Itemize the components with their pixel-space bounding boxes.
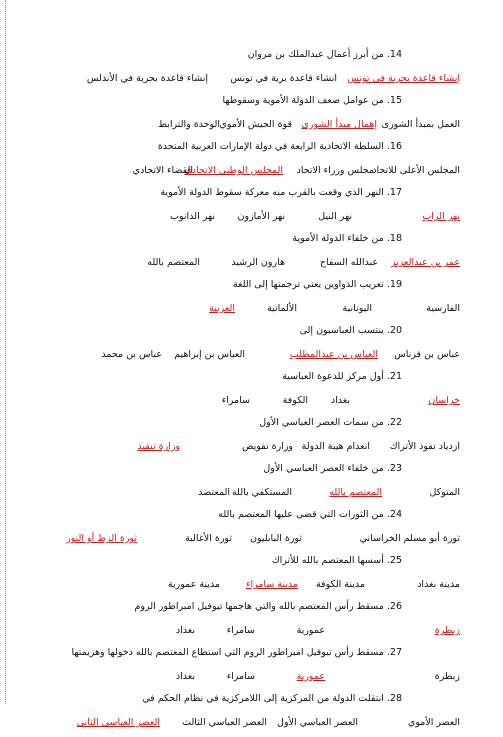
answer-option: عبدالله السفاح xyxy=(319,257,378,268)
question-text xyxy=(14,507,460,523)
question-number: 17. xyxy=(386,187,402,198)
answer-option: انشاء قاعدة برية في تونس xyxy=(230,73,337,84)
question-prompt: مسقط رأس المعتصم بالله والتي هاجمها تيوفيل امبراطور الروم xyxy=(134,601,384,612)
question-number: 19. xyxy=(386,279,402,290)
answer-option: قوة الجيش الأموي xyxy=(219,119,292,130)
answer-option: بغداد xyxy=(175,625,195,636)
question-prompt: ينتسب العباسيون إلى xyxy=(299,325,384,336)
correct-answer-option: إهمال مبدأ الشورى xyxy=(301,119,377,130)
answer-option: الوحدة والترابط xyxy=(158,119,220,130)
question-text xyxy=(14,185,460,201)
question-text xyxy=(14,599,460,615)
options-row xyxy=(14,70,460,88)
answer-option: نهر الأمازون xyxy=(237,211,285,222)
question-prompt: السلطة الاتحادية الرابعة في دولة الإمارات العربية المتحدة xyxy=(157,141,384,152)
correct-answer-option: العربية xyxy=(209,303,235,314)
answer-option: الفارسية xyxy=(426,303,460,314)
answer-option: زبطرة xyxy=(434,671,460,682)
question-text xyxy=(14,553,460,569)
answer-option: مدينة بغداد xyxy=(417,579,460,590)
question-number: 18. xyxy=(386,233,402,244)
correct-answer-option: المعتصم بالله xyxy=(329,487,382,498)
question-prompt: النهر الذي وقعت بالقرب منه معركة سقوط الدولة الأموية xyxy=(160,187,384,198)
answer-option: العمل بمبدأ الشورى xyxy=(381,119,460,130)
question-number: 26. xyxy=(386,601,402,612)
question-text xyxy=(14,415,460,431)
answer-option: سامراء xyxy=(226,625,255,636)
question-prompt: أسسها المعتصم بالله للأتراك xyxy=(271,555,384,566)
answer-option: الألمانية xyxy=(267,303,297,314)
correct-answer-option: عمورية xyxy=(296,671,325,682)
options-row xyxy=(14,438,460,456)
answer-option: العصر العباسي الأول xyxy=(277,717,358,728)
question-prompt: من عوامل ضعف الدولة الأموية وسقوطها xyxy=(222,95,384,106)
correct-answer-option: نهر الزاب xyxy=(422,211,460,222)
answer-option: ثورة الأغالبة xyxy=(185,533,232,544)
question-number: 23. xyxy=(386,463,402,474)
answer-option: عباس بن فرناس xyxy=(394,349,460,360)
options-row xyxy=(14,622,460,640)
question-text xyxy=(14,369,460,385)
correct-answer-option: زبطرة xyxy=(434,625,460,636)
options-row xyxy=(14,668,460,686)
question-text xyxy=(14,93,460,109)
answer-option: هارون الرشيد xyxy=(231,257,285,268)
question-number: 22. xyxy=(386,417,402,428)
correct-answer-option: العباس بن عبدالمطلب xyxy=(289,349,378,360)
question-number: 16. xyxy=(386,141,402,152)
answer-option: إنشاء قاعدة بحرية في الأندلس xyxy=(86,73,208,84)
question-text xyxy=(14,645,460,661)
answer-option: ثورة أبو مسلم الخراساني xyxy=(359,533,460,544)
question-prompt: تعريب الدواوين يعني ترجمتها إلى اللغة xyxy=(232,279,384,290)
answer-option: ازدياد نفوذ الأتراك xyxy=(389,441,460,452)
answer-option: نهر النيل xyxy=(318,211,352,222)
correct-answer-option: مدينة سامراء xyxy=(246,579,298,590)
answer-option: عمورية xyxy=(296,625,325,636)
answer-option: المعتصم بالله xyxy=(147,257,200,268)
correct-answer-option: عمر بن عبدالعزيز xyxy=(390,257,460,268)
options-row xyxy=(14,530,460,548)
question-text xyxy=(14,277,460,293)
question-prompt: من خلفاء العصر العباسي الأول xyxy=(263,463,384,474)
question-prompt: انتقلت الدولة من المركزية إلى اللامركزية في نظام الحكم في xyxy=(142,693,384,704)
answer-option: العباس بن إبراهيم xyxy=(174,349,245,360)
options-row xyxy=(14,300,460,318)
question-prompt: من خلفاء الدولة الأموية xyxy=(292,233,384,244)
answer-option: عباس بن محمد xyxy=(101,349,162,360)
correct-answer-option: وزارة تنفيذ xyxy=(137,441,180,452)
answer-option: مجلس وزراء الاتحاد xyxy=(296,165,374,176)
correct-answer-option: المجلس الوطني الاتحادي xyxy=(184,165,283,176)
options-row xyxy=(14,116,460,134)
question-text xyxy=(14,461,460,477)
correct-answer-option: ثورة الزط أو النور xyxy=(66,533,137,544)
question-text xyxy=(14,231,460,247)
options-row xyxy=(14,254,460,272)
options-row xyxy=(14,346,460,364)
answer-option: بغداد xyxy=(175,671,195,682)
answer-option: العصر العباسي الثالث xyxy=(182,717,267,728)
question-prompt: مسقط رأس تيوفيل امبراطور الروم التي استطاع المعتصم بالله دخولها وهزيمتها xyxy=(71,647,384,658)
question-number: 20. xyxy=(386,325,402,336)
question-text xyxy=(14,139,460,155)
answer-option: سامراء xyxy=(221,395,250,406)
quiz-sheet xyxy=(14,47,460,737)
question-text xyxy=(14,323,460,339)
options-row xyxy=(14,484,460,502)
options-row xyxy=(14,392,460,410)
question-number: 24. xyxy=(386,509,402,520)
answer-option: المجلس الأعلى للاتحاد xyxy=(372,165,460,176)
options-row xyxy=(14,208,460,226)
answer-option: الكوفة xyxy=(282,395,308,406)
answer-option: ثورة البابليون xyxy=(250,533,302,544)
question-number: 14. xyxy=(386,49,402,60)
question-prompt: من الثورات التي قضى عليها المعتصم بالله xyxy=(218,509,384,520)
options-row xyxy=(14,576,460,594)
answer-option: بغداد xyxy=(330,395,350,406)
question-prompt: أول مركز للدعوة العباسية xyxy=(282,371,384,382)
page-margin-line xyxy=(5,0,7,704)
question-number: 25. xyxy=(386,555,402,566)
answer-option: مدينة عمورية xyxy=(167,579,220,590)
answer-option: نهر الدانوب xyxy=(170,211,215,222)
question-number: 15. xyxy=(386,95,402,106)
correct-answer-option: خراسان xyxy=(428,395,460,406)
answer-option: انعدام هيبة الدولة xyxy=(301,441,370,452)
answer-option: العصر الأموي xyxy=(407,717,460,728)
answer-option: المتوكل xyxy=(429,487,460,498)
question-number: 28. xyxy=(386,693,402,704)
answer-option: اليونانية xyxy=(342,303,372,314)
answer-option: المستكفي بالله xyxy=(231,487,292,498)
correct-answer-option: العصر العباسي الثاني xyxy=(76,717,160,728)
answer-option: مدينة الكوفة xyxy=(315,579,365,590)
answer-option: سامراء xyxy=(226,671,255,682)
question-number: 27. xyxy=(386,647,402,658)
answer-option: المعتضد xyxy=(198,487,230,498)
question-prompt: من سمات العصر العباسي الأول xyxy=(259,417,384,428)
question-prompt: من أبرز أعمال عبدالملك بن مروان xyxy=(247,49,384,60)
question-number: 21. xyxy=(386,371,402,382)
question-text xyxy=(14,47,460,63)
options-row xyxy=(14,714,460,732)
question-text xyxy=(14,691,460,707)
options-row xyxy=(14,162,460,180)
answer-option: وزارة تفويض xyxy=(241,441,293,452)
correct-answer-option: إنشاء قاعدة بحرية في تونس xyxy=(347,73,460,84)
answer-option: القضاء الاتحادي xyxy=(132,165,193,176)
